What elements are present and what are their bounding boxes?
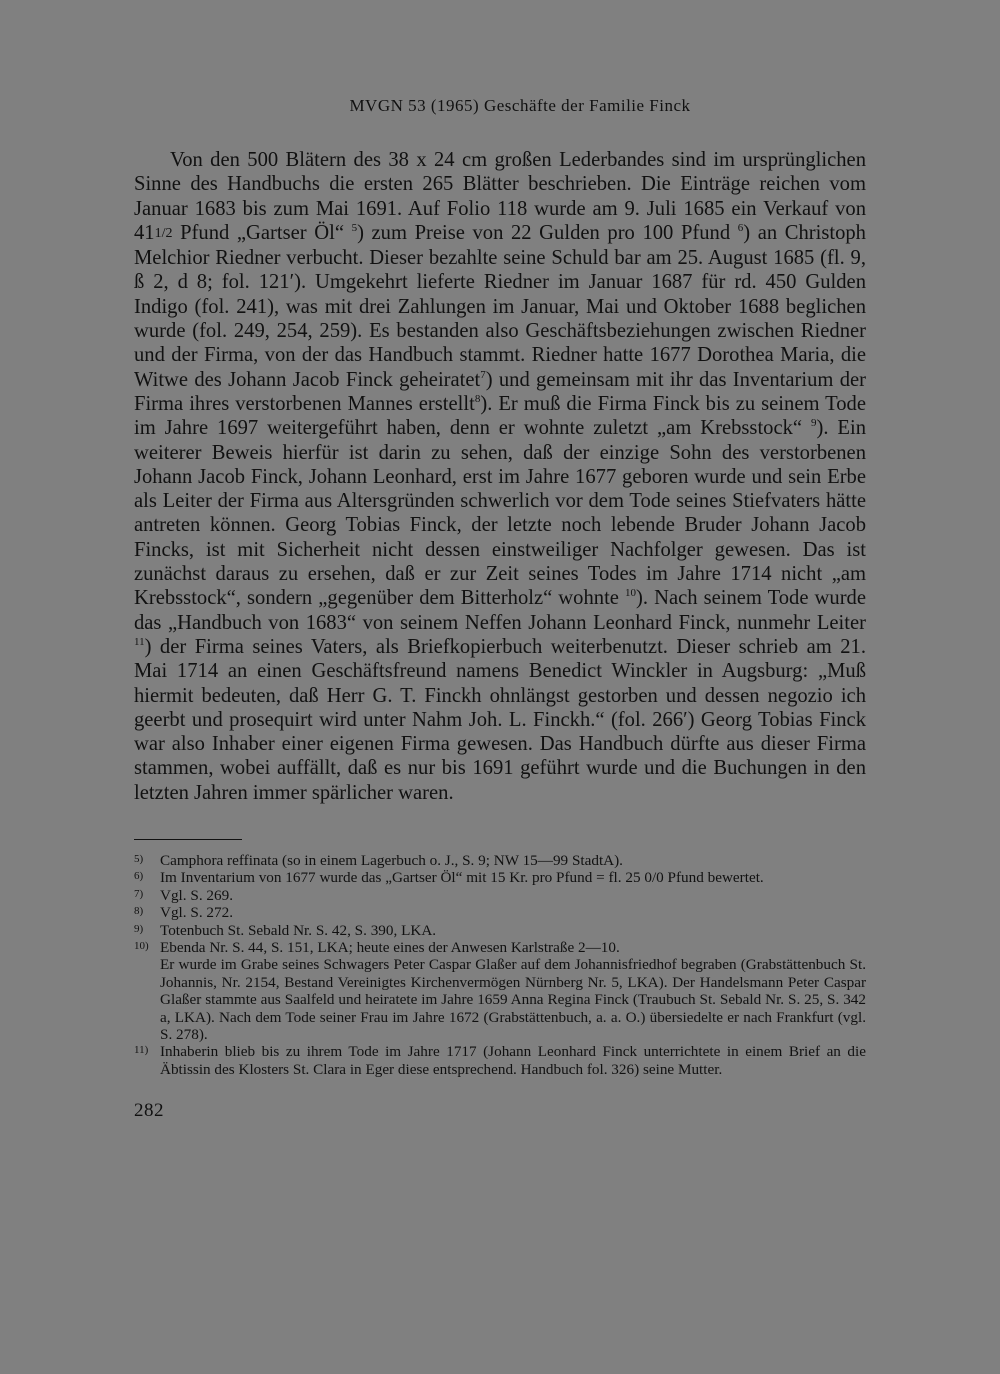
text-segment: ) und gemeinsam mit ihr das Inventarium der Firma ihres verstorbenen Mannes erstellt	[134, 368, 866, 415]
footnote-divider	[134, 839, 242, 840]
footnote-6	[134, 869, 866, 886]
footnote-mark: 8)	[134, 905, 144, 918]
text-segment: ) an Christoph Melchior Riedner verbucht. Dieser bezahlte seine Schuld bar am 25. August 1685 (fl. 9, ß 2, d 8; fol. 121′). Umgekehrt lieferte Riedner im Januar 1687 für rd. 450 Gulden Indigo (fol. 241), was mit drei Zahlungen im Januar, Mai und Oktober 1688 beglichen wurde (fol. 249, 254, 259). Es bestanden also Geschäftsbeziehungen zwischen Riedner und der Firma, von der das Handbuch stammt. Riedner hatte 1677 Dorothea Maria, die Witwe des Johann Jacob Finck geheiratet	[134, 221, 866, 391]
footnote-ref-11[interactable]: 11	[134, 636, 145, 649]
footnote-ref-8[interactable]: 8	[474, 393, 481, 406]
footnote-text: Inhaberin blieb bis zu ihrem Tode im Jahre 1717 (Johann Leonhard Finck unterrichtete in einem Brief an die Äbtissin des Klosters St. Clara in Eger diese entsprechend. Handbuch fol. 326) seine Mutter.	[160, 1043, 866, 1078]
footnotes	[134, 852, 866, 1078]
footnote-ref-10[interactable]: 10	[625, 587, 636, 600]
footnote-10	[134, 939, 866, 1043]
footnote-text: Vgl. S. 269.	[160, 886, 233, 904]
text-segment: ). Er muß die Firma Finck bis zu seinem Tode im Jahre 1697 weitergeführt haben, denn er wohnte zuletzt „am Krebsstock“	[134, 392, 866, 440]
footnote-mark: 5)	[134, 853, 144, 866]
footnote-text: Camphora reffinata (so in einem Lagerbuch o. J., S. 9; NW 15—99 StadtA).	[160, 852, 623, 870]
page-number: 282	[134, 1100, 164, 1122]
text-segment: ). Nach seinem Tode wurde das „Handbuch von 1683“ von seinem Neffen Johann Leonhard Finck, nunmehr Leiter	[134, 587, 866, 634]
fraction: 1/2	[154, 225, 173, 241]
document-page	[134, 96, 866, 1122]
footnote-ref-5[interactable]: 5	[351, 222, 358, 235]
footnote-text: Er wurde im Grabe seines Schwagers Peter Caspar Glaßer auf dem Johannisfriedhof begraben (Grabstättenbuch St. Johannis, Nr. 2154, Bestand Vereinigtes Kirchenvermögen Nürnberg Nr. 5, LKA). Der Handelsmann Peter Caspar Glaßer stammte aus Saalfeld und heiratete im Jahre 1659 Anna Regina Finck (Traubuch St. Sebald Nr. S. 25, S. 342 a, LKA). Nach dem Tode seiner Frau im Jahre 1672 (Grabstättenbuch, a. a. O.) übersiedelte er nach Frankfurt (vgl. S. 278).	[160, 956, 866, 1044]
footnote-ref-6[interactable]: 6	[737, 222, 744, 235]
footnote-mark: 9)	[134, 922, 144, 935]
footnote-7	[134, 887, 866, 904]
text-segment: ) zum Preise von 22 Gulden pro 100 Pfund	[357, 221, 738, 244]
footnote-text: Im Inventarium von 1677 wurde das „Gartser Öl“ mit 15 Kr. pro Pfund = fl. 25 0/0 Pfund bewertet.	[160, 869, 764, 887]
footnote-11	[134, 1043, 866, 1078]
footnote-8	[134, 904, 866, 921]
footnote-mark: 11)	[134, 1044, 149, 1057]
footnote-ref-9[interactable]: 9	[810, 417, 817, 430]
footnote-9	[134, 922, 866, 939]
text-segment: Von den 500 Blätern des 38 x 24 cm großen Lederbandes sind im ursprünglichen Sinne des Handbuchs die ersten 265 Blätter beschrieben. Die Einträge reichen vom Januar 1683 bis zum Mai 1691. Auf Folio 118 wurde am 9. Juli 1685 ein Verkauf von 41	[134, 149, 866, 244]
text-segment: Pfund „Gartser Öl“	[172, 221, 352, 244]
text-segment: ). Ein weiterer Beweis hierfür ist darin zu sehen, daß der einzige Sohn des verstorbenen Johann Jacob Finck, Johann Leonhard, erst im Jahre 1677 geboren wurde und sein Erbe als Leiter der Firma aus Altersgründen schwerlich vor dem Tode seines Stiefvaters hätte antreten können. Georg Tobias Finck, der letzte noch lebende Bruder Johann Jacob Fincks, ist mit Sicherheit nicht dessen einstweiliger Nachfolger gewesen. Das ist zunächst daraus zu ersehen, daß er zur Zeit seines Todes im Jahre 1714 nicht „am Krebsstock“, sondern „gegenüber dem Bitterholz“ wohnte	[134, 417, 866, 610]
running-head: MVGN 53 (1965) Geschäfte der Familie Finck	[349, 96, 691, 115]
footnote-mark: 6)	[134, 870, 144, 883]
main-paragraph	[134, 148, 866, 805]
footnote-5	[134, 852, 866, 869]
footnote-mark: 10)	[134, 940, 149, 953]
text-segment: ) der Firma seines Vaters, als Briefkopierbuch weiterbenutzt. Dieser schrieb am 21. Mai 1714 an einen Geschäftsfreund namens Benedict Winckler in Augsburg: „Muß hiermit bedeuten, daß Herr G. T. Finckh ohnlängst gestorben und dessen negozio ich geerbt und prosequirt wird unter Nahm Joh. L. Finckh.“ (fol. 266′) Georg Tobias Finck war also Inhaber einer eigenen Firma gewesen. Das Handbuch dürfte aus dieser Firma stammen, wobei auffällt, daß es nur bis 1691 geführt wurde und die Buchungen in den letzten Jahren immer spärlicher waren.	[134, 635, 866, 804]
footnote-mark: 7)	[134, 887, 144, 900]
footnote-ref-7[interactable]: 7	[480, 368, 486, 381]
footnote-text: Ebenda Nr. S. 44, S. 151, LKA; heute eines der Anwesen Karlstraße 2—10.	[160, 939, 620, 957]
footnote-text: Vgl. S. 272.	[160, 904, 233, 922]
footnote-text: Totenbuch St. Sebald Nr. S. 42, S. 390, LKA.	[160, 921, 437, 939]
